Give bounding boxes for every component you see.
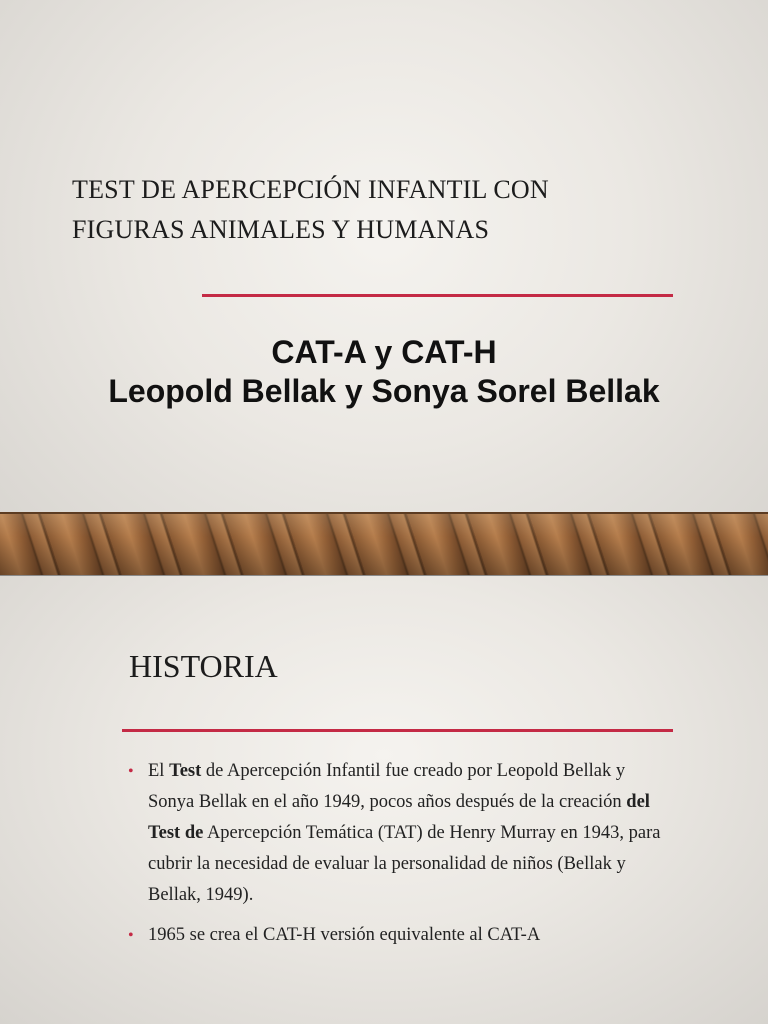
- bullet-1-text-c: Apercepción Temática (TAT) de Henry Murray en 1943, para cubrir la necesidad de evaluar la personalidad de niños (Bellak y Bellak, 1949).: [148, 823, 661, 905]
- slide-1-subtitle: [0, 332, 768, 408]
- wood-floor-decoration: [0, 512, 768, 575]
- slide-2-title: HISTORIA: [129, 648, 278, 684]
- bullet-item-1: [128, 756, 668, 911]
- title-line-1: TEST DE APERCEPCIÓN INFANTIL CON: [72, 175, 549, 204]
- slide-2: [0, 576, 768, 1024]
- bullet-1-text-a: El: [148, 761, 170, 781]
- bullet-1-bold-b: del Test de: [148, 792, 650, 843]
- bullet-1-bold-a: Test: [169, 761, 202, 781]
- bullet-list: [128, 756, 668, 960]
- title-divider: [202, 294, 673, 297]
- title-divider: [122, 729, 673, 732]
- slide-1-title: [72, 170, 712, 250]
- bullet-item-2: • 1965 se crea el CAT-H versión equivalente al CAT-A: [128, 920, 668, 951]
- subtitle-line-1: CAT-A y CAT-H: [271, 334, 497, 370]
- title-line-2: FIGURAS ANIMALES Y HUMANAS: [72, 215, 490, 244]
- bullet-1-text-b: de Apercepción Infantil fue creado por Leopold Bellak y Sonya Bellak en el año 1949, pocos años después de la creación: [148, 761, 627, 812]
- subtitle-line-2: Leopold Bellak y Sonya Sorel Bellak: [108, 373, 660, 409]
